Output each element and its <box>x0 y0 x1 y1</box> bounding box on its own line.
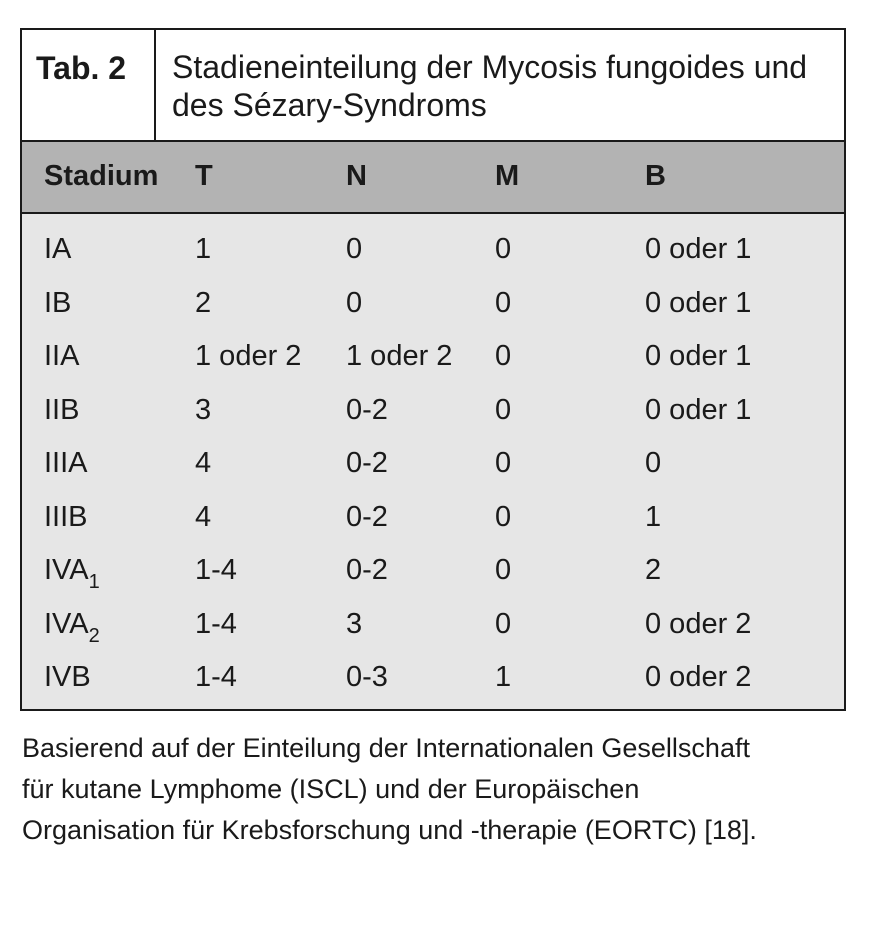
table-row <box>22 444 844 498</box>
cell-m: 0 <box>495 447 512 479</box>
stage-label: IIB <box>44 393 80 426</box>
cell-n: 0-2 <box>346 554 388 586</box>
header-stadium: Stadium <box>44 160 159 192</box>
cell-t: 2 <box>195 286 212 319</box>
stage-label: IB <box>44 286 72 319</box>
cell-m: 0 <box>495 286 512 319</box>
table-row <box>22 337 844 391</box>
cell-m: 0 <box>495 607 512 640</box>
cell-n: 0-3 <box>346 661 388 693</box>
table-body <box>22 230 844 712</box>
table-title: Stadieneinteilung der Mycosis fungoides und des Sézary-Syndroms <box>172 49 808 123</box>
header-t: T <box>195 160 213 192</box>
cell-n: 0-2 <box>346 393 388 426</box>
table-title-row <box>22 30 844 142</box>
cell-stage <box>44 444 88 485</box>
table-row <box>22 605 844 659</box>
cell-t: 1-4 <box>195 554 237 586</box>
stage-label: IA <box>44 233 72 265</box>
cell-stage <box>44 230 71 271</box>
cell-n: 3 <box>346 607 363 640</box>
stage-label: IIIB <box>44 500 88 533</box>
stage-label: IVA <box>44 607 89 640</box>
cell-t: 3 <box>195 393 212 426</box>
table-row <box>22 551 844 605</box>
cell-t: 1 oder 2 <box>195 340 302 372</box>
cell-b: 1 <box>645 500 662 533</box>
cell-stage <box>44 498 88 539</box>
stage-label: IVB <box>44 661 91 693</box>
cell-b: 0 oder 1 <box>645 393 752 426</box>
table-footnote: Basierend auf der Einteilung der Internationalen Gesellschaft für kutane Lymphome (ISCL) und der Europäischen Organisation für Krebsforschung und -therapie (EORTC) [18]. <box>22 733 757 845</box>
cell-b: 0 oder 2 <box>645 607 752 640</box>
cell-m: 1 <box>495 661 512 693</box>
cell-m: 0 <box>495 554 512 586</box>
stage-label: IVA <box>44 554 89 586</box>
header-b: B <box>645 160 666 192</box>
cell-n: 0 <box>346 286 363 319</box>
cell-b: 0 <box>645 447 662 479</box>
cell-stage <box>44 391 79 432</box>
cell-n: 0-2 <box>346 447 388 479</box>
staging-table <box>20 28 846 711</box>
cell-n: 1 oder 2 <box>346 340 453 372</box>
cell-b: 0 oder 1 <box>645 340 752 372</box>
table-row <box>22 391 844 445</box>
cell-stage <box>44 551 100 592</box>
cell-b: 0 oder 2 <box>645 661 752 693</box>
cell-t: 1-4 <box>195 607 237 640</box>
stage-label: IIA <box>44 340 80 372</box>
cell-m: 0 <box>495 233 512 265</box>
stage-subscript: 1 <box>88 571 100 593</box>
cell-b: 2 <box>645 554 662 586</box>
cell-m: 0 <box>495 340 512 372</box>
cell-b: 0 oder 1 <box>645 286 752 319</box>
table-row <box>22 230 844 284</box>
table-row <box>22 658 844 712</box>
table-header-row <box>22 142 844 214</box>
cell-stage <box>44 605 100 646</box>
table-number: Tab. 2 <box>22 30 156 140</box>
cell-t: 4 <box>195 500 212 533</box>
cell-n: 0 <box>346 233 363 265</box>
cell-t: 4 <box>195 447 212 479</box>
cell-t: 1-4 <box>195 661 237 693</box>
table-row <box>22 498 844 552</box>
cell-stage <box>44 658 91 699</box>
stage-subscript: 2 <box>88 624 100 647</box>
cell-t: 1 <box>195 233 212 265</box>
cell-m: 0 <box>495 500 512 533</box>
header-m: M <box>495 160 520 192</box>
stage-label: IIIA <box>44 447 88 479</box>
header-n: N <box>346 160 367 192</box>
cell-stage <box>44 337 79 378</box>
cell-m: 0 <box>495 393 512 426</box>
cell-b: 0 oder 1 <box>645 233 752 265</box>
cell-n: 0-2 <box>346 500 388 533</box>
cell-stage <box>44 284 71 325</box>
table-row <box>22 284 844 338</box>
